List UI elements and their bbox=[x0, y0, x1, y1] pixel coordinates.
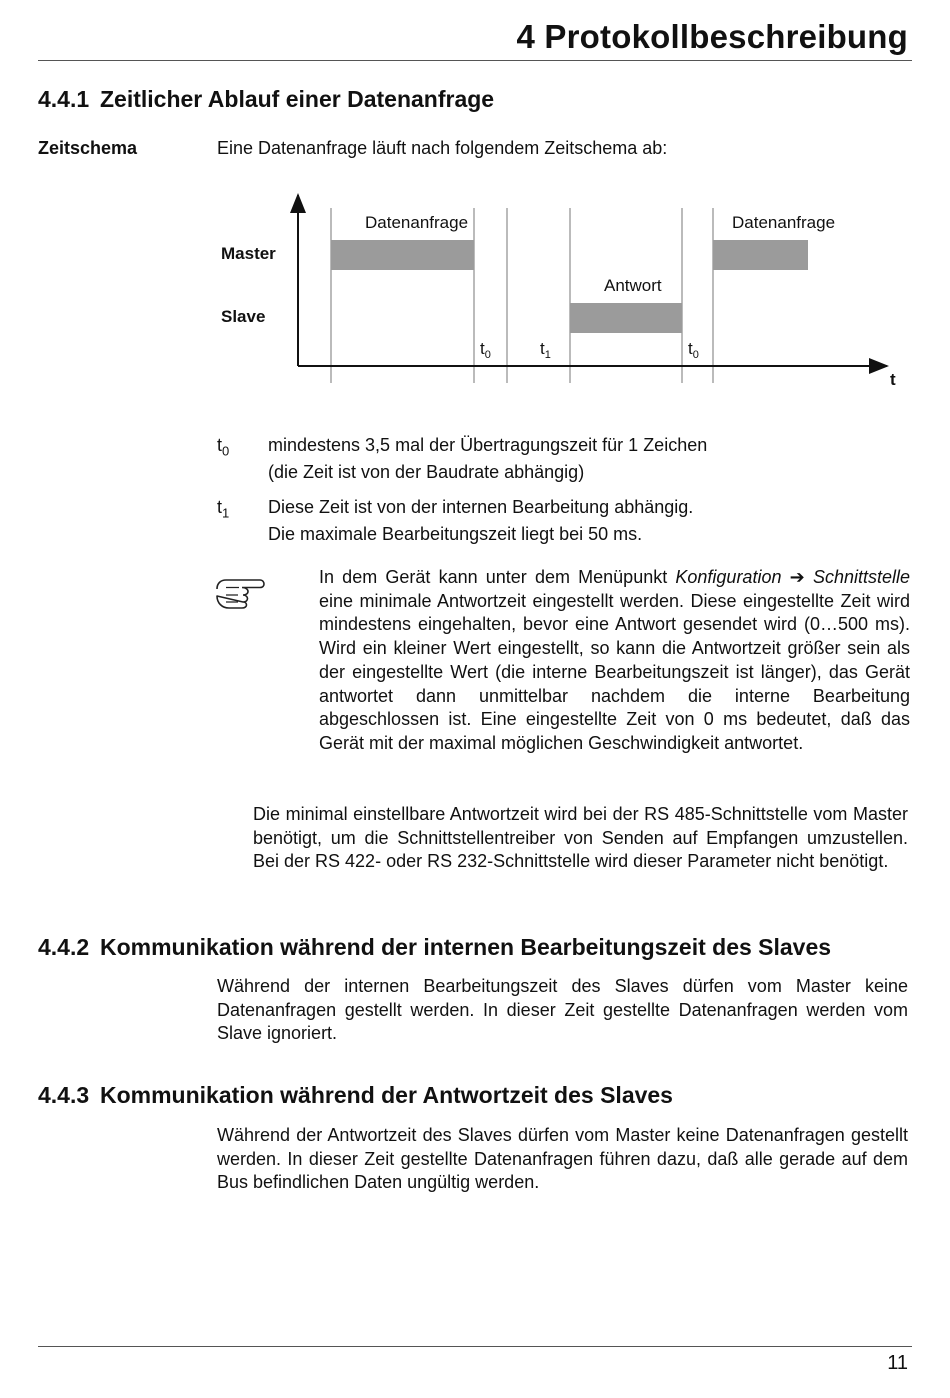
section-442-heading bbox=[38, 934, 831, 961]
slave-response-bar bbox=[570, 303, 682, 333]
side-label-zeitschema: Zeitschema bbox=[38, 138, 138, 158]
section-443-body: Während der Antwortzeit des Slaves dürfen vom Master keine Datenanfragen gestellt werden. In dieser Zeit gestellte Datenanfragen führen dazu, daß alle gerade auf dem Bus befindlichen Daten ungültig werden. bbox=[217, 1125, 908, 1192]
note-text: In dem Gerät kann unter dem Menüpunkt Konfiguration ➔ Schnittstelle eine minimale Antwortzeit eingestellt werden. Diese eingestellte Zeit wird mindestens eingehalten, bevor eine Antwort gesendet wird (0…500 ms). Wird ein kleiner Wert eingestellt, so kann die Antwortzeit größer sein als der eingestellte Wert (die interne Bearbeitungszeit ist länger), das Gerät antwortet dann unmittelbar nachdem die interne Bearbeitung abgeschlossen ist. Eine eingestellte Zeit von 0 ms bedeutet, daß das Gerät mit der maximal möglichen Geschwindigkeit antwortet. bbox=[319, 567, 910, 753]
time-guides bbox=[331, 208, 713, 383]
t0-description: mindestens 3,5 mal der Übertragungszeit für 1 Zeichen (die Zeit ist von der Baudrate abhängig) bbox=[268, 435, 708, 482]
section-title: Kommunikation während der Antwortzeit des Slaves bbox=[100, 1082, 673, 1108]
master-request-bar-2 bbox=[713, 240, 808, 270]
definition-t1 bbox=[217, 494, 917, 548]
master-request-bar-1 bbox=[331, 240, 474, 270]
intro-text: Eine Datenanfrage läuft nach folgendem Zeitschema ab: bbox=[217, 138, 668, 158]
section-title: Zeitlicher Ablauf einer Datenanfrage bbox=[100, 86, 495, 112]
datenanfrage-label-1: Datenanfrage bbox=[365, 213, 469, 232]
slave-label: Slave bbox=[221, 307, 266, 326]
timing-diagram bbox=[0, 0, 950, 420]
page-number: 11 bbox=[887, 1352, 908, 1374]
section-number: 4.4.2 bbox=[38, 934, 90, 960]
rs485-paragraph: Die minimal einstellbare Antwortzeit wird bei der RS 485-Schnittstelle vom Master benötigt, um die Schnittstellentreiber von Senden auf Empfangen umzustellen. Bei der RS 422- oder RS 232-Schnittstelle wird dieser Parameter nicht benötigt. bbox=[253, 804, 908, 871]
t1-description: Diese Zeit ist von der internen Bearbeitung abhängig. Die maximale Bearbeitungszeit liegt bei 50 ms. bbox=[268, 497, 694, 544]
menu-item-konfiguration: Konfiguration bbox=[675, 567, 782, 587]
master-label: Master bbox=[221, 244, 276, 263]
time-axis-label: t bbox=[890, 370, 896, 389]
section-442-body: Während der internen Bearbeitungszeit des Slaves dürfen vom Master keine Datenanfragen gestellt werden. In dieser Zeit gestellte Datenanfragen werden vom Slave ignoriert. bbox=[217, 976, 908, 1043]
section-443-heading bbox=[38, 1082, 673, 1109]
t0-symbol: $t_0$ bbox=[217, 435, 230, 459]
datenanfrage-label-2: Datenanfrage bbox=[732, 213, 836, 232]
footer-rule bbox=[38, 1346, 912, 1347]
t1-symbol: $t_1$ bbox=[217, 497, 230, 521]
pointing-hand-icon bbox=[214, 573, 268, 614]
section-number: 4.4.3 bbox=[38, 1082, 90, 1108]
definition-t0 bbox=[217, 432, 917, 486]
section-number: 4.4.1 bbox=[38, 86, 90, 112]
chapter-title: 4 Protokollbeschreibung bbox=[516, 18, 908, 55]
arrow-right-icon: ➔ bbox=[789, 567, 805, 587]
t0-marker-2: $t_0$ bbox=[688, 339, 699, 361]
antwort-label: Antwort bbox=[604, 276, 662, 295]
t0-marker-1: $t_0$ bbox=[480, 339, 491, 361]
t1-marker: $t_1$ bbox=[540, 339, 551, 361]
section-title: Kommunikation während der internen Bearbeitungszeit des Slaves bbox=[100, 934, 832, 960]
menu-item-schnittstelle: Schnittstelle bbox=[812, 567, 910, 587]
